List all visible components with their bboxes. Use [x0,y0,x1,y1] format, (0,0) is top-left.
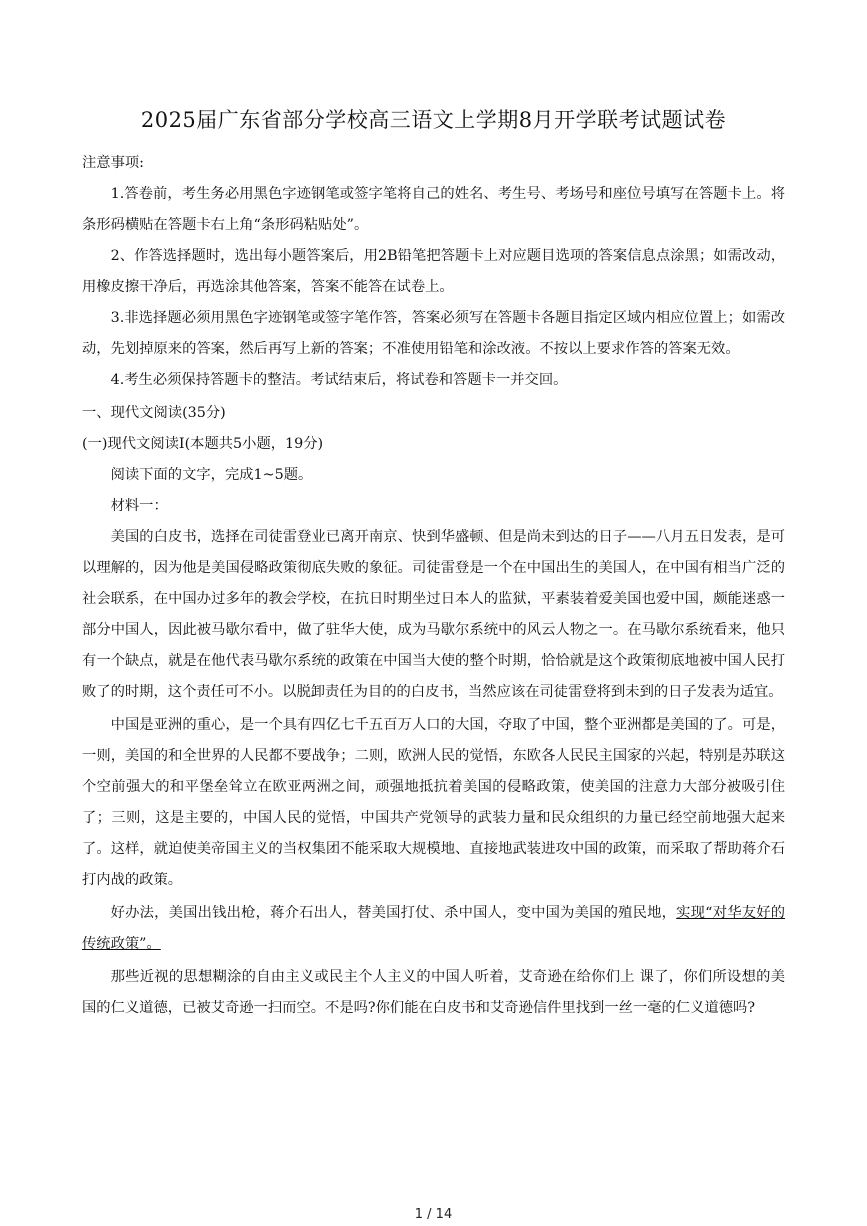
notice-item-2: 2、作答选择题时，选出每小题答案后，用2B铅笔把答题卡上对应题目选项的答案信息点涂黑；如需改动，用橡皮擦干净后，再选涂其他答案，答案不能答在试卷上。 [82,248,785,295]
passage-paragraph-3 [82,898,785,960]
notice-heading: 注意事项: [82,155,145,171]
notice-item-1: 1.答卷前，考生务必用黑色字迹钢笔或签字笔将自己的姓名、考生号、考场号和座位号填写在答题卡上。将条形码横贴在答题卡右上角“条形码粘贴处”。 [82,186,785,233]
passage-paragraph-4: 那些近视的思想糊涂的自由主义或民主个人主义的中国人听着，艾奇逊在给你们上 课了，你们所设想的美国的仁义道德，已被艾奇逊一扫而空。不是吗?你们能在白皮书和艾奇逊信件里找到一丝一毫的仁义道德吗? [82,969,785,1016]
notice-item-4: 4.考生必须保持答题卡的整洁。考试结束后，将试卷和答题卡一并交回。 [110,372,568,388]
underlined-phrase: 实现“对华友好的传统政策”。 [82,905,785,952]
material-label: 材料一： [110,498,168,514]
passage-paragraph-2: 中国是亚洲的重心，是一个具有四亿七千五百万人口的大国，夺取了中国，整个亚洲都是美国的了。可是，一则，美国的和全世界的人民都不要战争；二则，欧洲人民的觉悟，东欧各人民民主国家的兴起，特别是苏联这个空前强大的和平堡垒耸立在欧亚两洲之间，顽强地抵抗着美国的侵略政策，使美国的注意力大部分被吸引住了；三则，这是主要的，中国人民的觉悟，中国共产党领导的武装力量和民众组织的力量已经空前地强大起来了。这样，就迫使美帝国主义的当权集团不能采取大规模地、直接地武装进攻中国的政策，而采取了帮助蒋介石打内战的政策。 [82,717,785,888]
document-title: 2025届广东省部分学校高三语文上学期8月开学联考试题试卷 [140,108,727,132]
section-heading: 一、现代文阅读(35分) [82,405,226,421]
notice-item-3: 3.非选择题必须用黑色字迹钢笔或签字笔作答，答案必须写在答题卡各题目指定区域内相应位置上；如需改动，先划掉原来的答案，然后再写上新的答案；不准使用铅笔和涂改液。不按以上要求作答的答案无效。 [82,310,785,357]
page-indicator: 1 / 14 [414,1207,453,1222]
passage-paragraph-3-text: 好办法，美国出钱出枪，蒋介石出人，替美国打仗、杀中国人，变中国为美国的殖民地， [110,905,677,921]
document-body [82,148,785,1024]
reading-instruction: 阅读下面的文字，完成1~5题。 [110,467,313,483]
passage-paragraph-1: 美国的白皮书，选择在司徒雷登业已离开南京、快到华盛顿、但是尚未到达的日子——八月五日发表，是可以理解的，因为他是美国侵略政策彻底失败的象征。司徒雷登是一个在中国出生的美国人，在中国有相当广泛的社会联系，在中国办过多年的教会学校，在抗日时期坐过日本人的监狱，平素装着爱美国也爱中国，颇能迷惑一部分中国人，因此被马歇尔看中，做了驻华大使，成为马歇尔系统中的风云人物之一。在马歇尔系统看来，他只有一个缺点，就是在他代表马歇尔系统的政策在中国当大使的整个时期，恰恰就是这个政策彻底地被中国人民打败了的时期，这个责任可不小。以脱卸责任为目的的白皮书，当然应该在司徒雷登将到未到的日子发表为适宜。 [82,529,785,700]
subsection-heading: (一)现代文阅读Ⅰ(本题共5小题，19分) [82,436,324,452]
